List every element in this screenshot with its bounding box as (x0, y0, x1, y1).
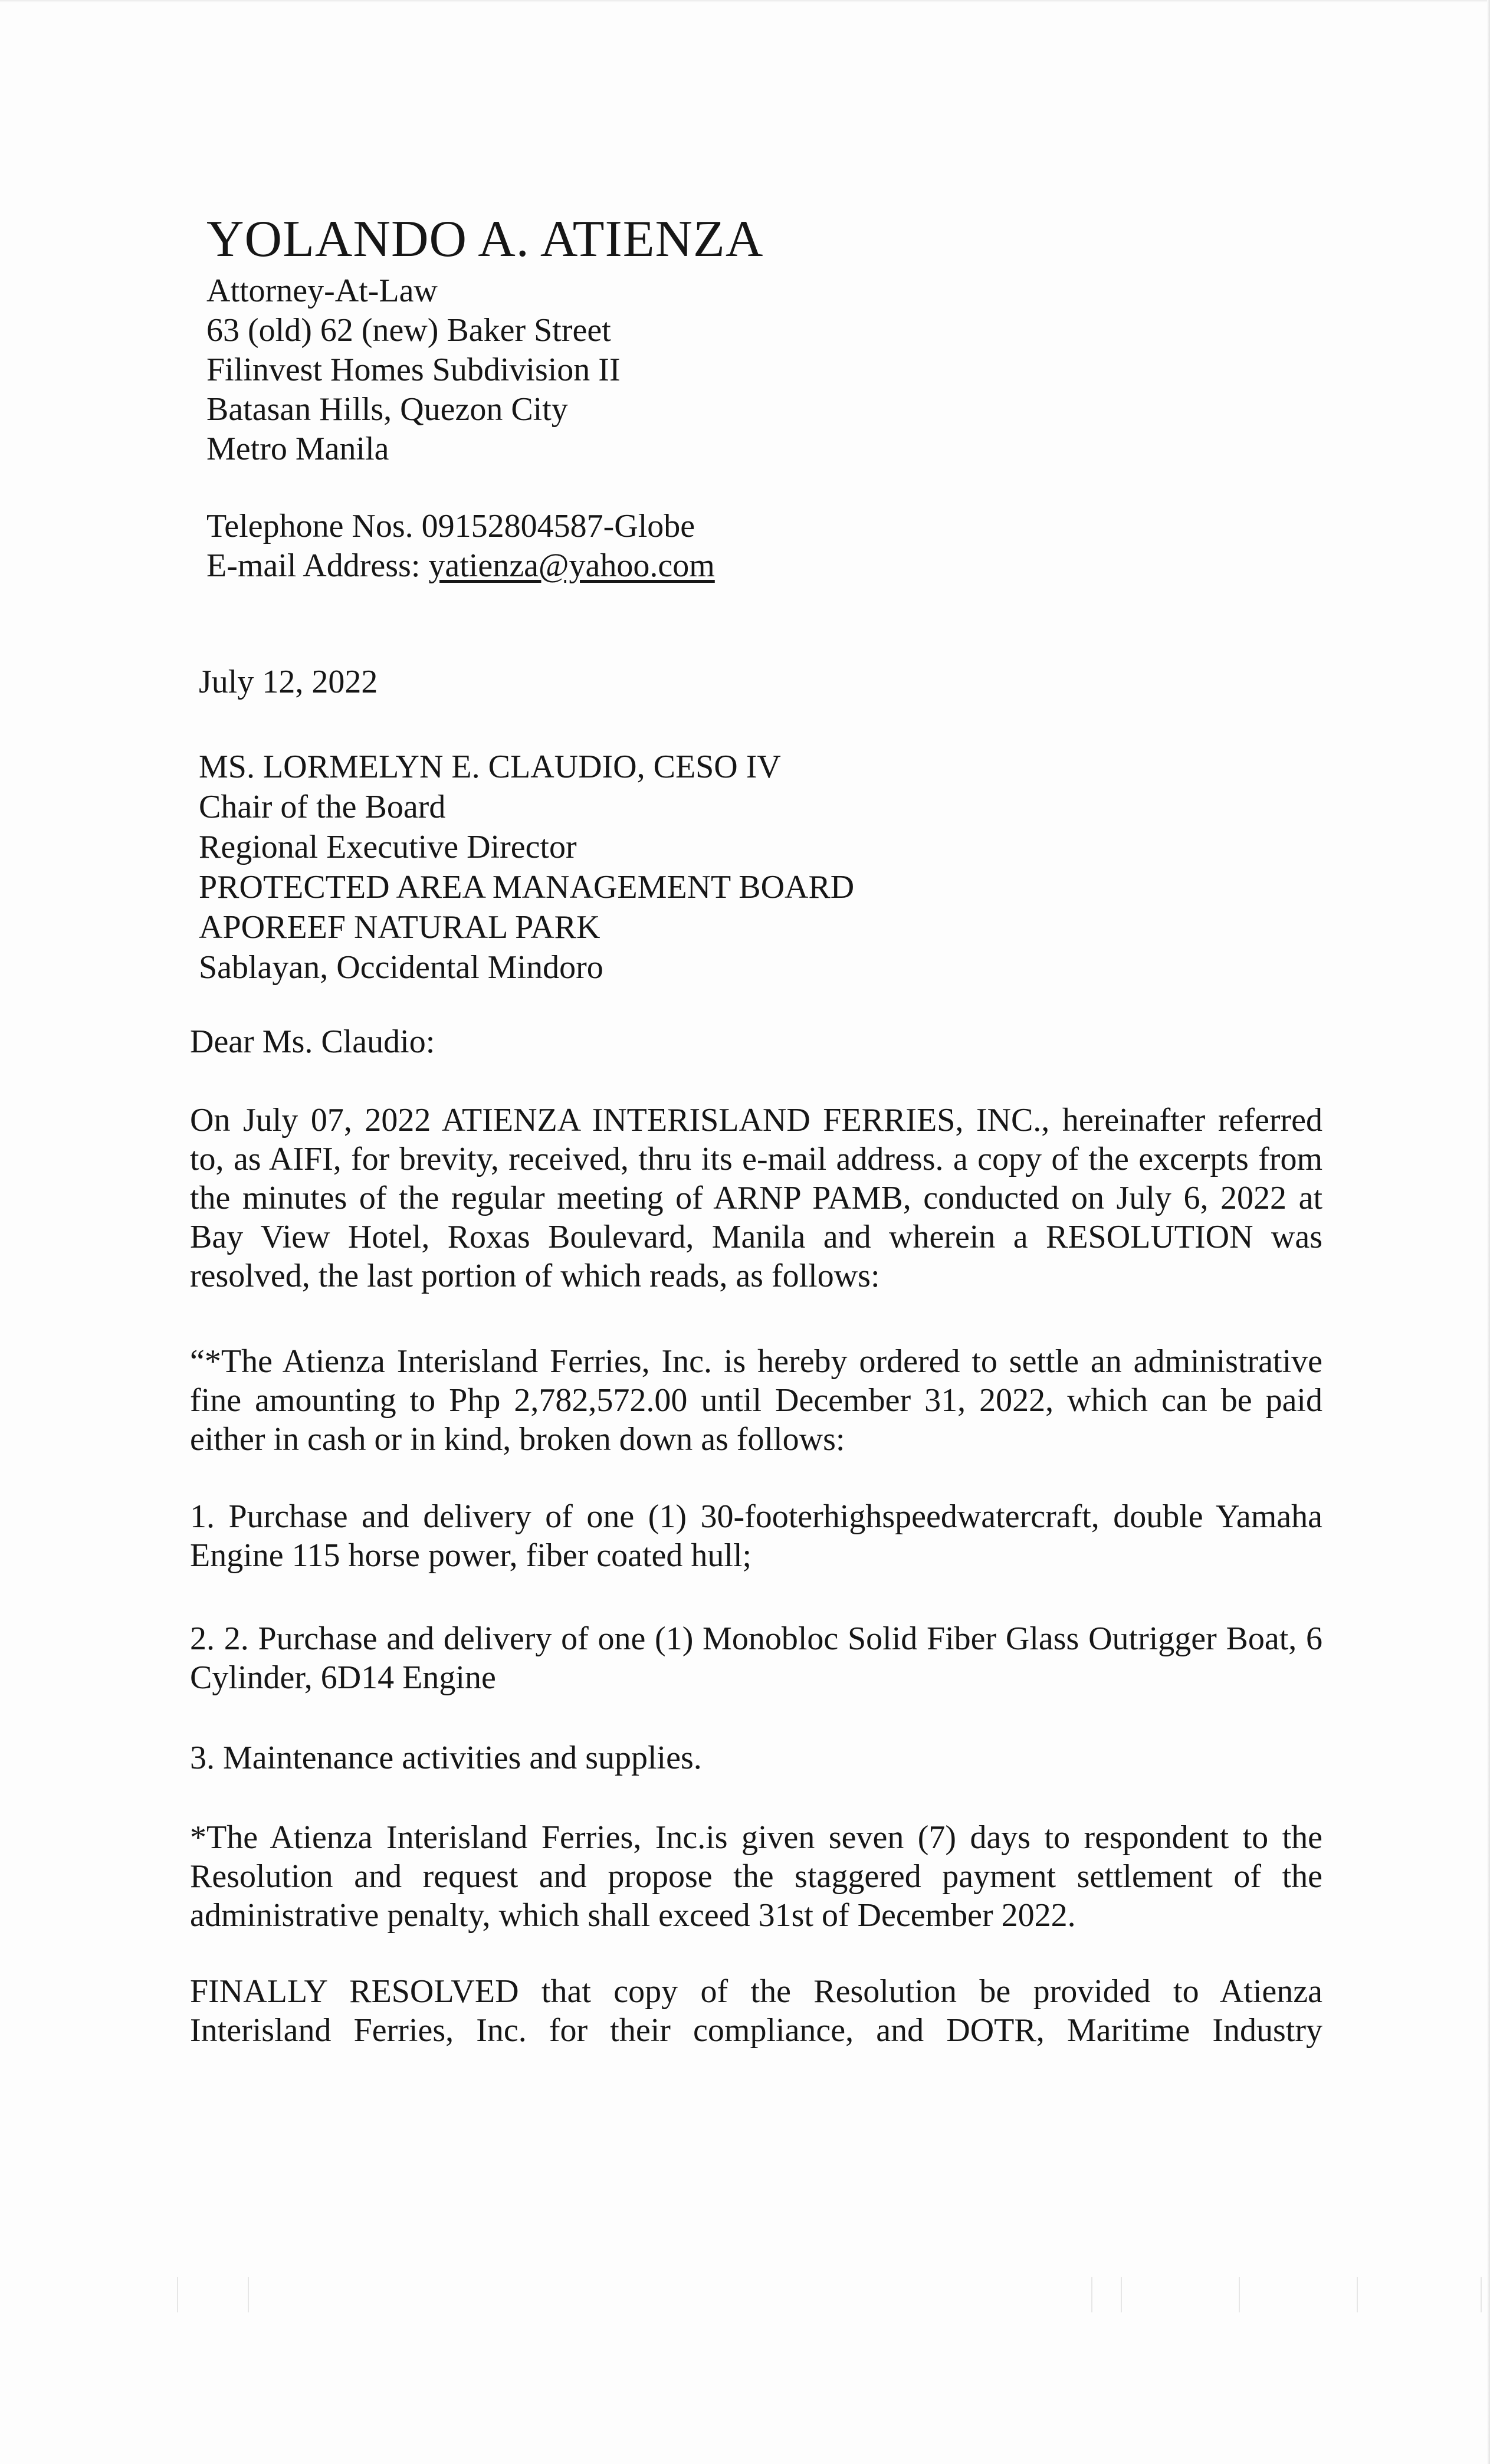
paragraph-resolution-quote (190, 1342, 1322, 1459)
paragraph-intro (190, 1101, 1322, 1295)
telephone-number: 09152804587-Globe (421, 508, 695, 544)
paragraph-resolution-quote-text: “*The Atienza Interisland Ferries, Inc. is hereby ordered to settle an administrative fine amounting to Php 2,782,572.00 until December 31, 2022, which can be paid either in cash or in kind, broken down as follows: (190, 1343, 1322, 1458)
attorney-title: Attorney-At-Law (206, 273, 438, 309)
list-item (190, 1619, 1322, 1697)
address-line-4: Metro Manila (206, 431, 389, 467)
paragraph-deadline-text: *The Atienza Interisland Ferries, Inc.is given seven (7) days to respondent to the Resolution and request and propose the staggered payment settlement of the administrative penalty, which shall exceed 31st of December 2022. (190, 1819, 1322, 1934)
recipient-park: APOREEF NATURAL PARK (199, 909, 600, 946)
paragraph-deadline (190, 1818, 1322, 1935)
email-label: E-mail Address: (206, 547, 421, 584)
list-item-2: 2. 2. Purchase and delivery of one (1) Monobloc Solid Fiber Glass Outrigger Boat, 6 Cylinder, 6D14 Engine (190, 1620, 1322, 1696)
address-line-2: Filinvest Homes Subdivision II (206, 352, 621, 388)
salutation: Dear Ms. Claudio: (190, 1023, 435, 1060)
scan-artifacts (177, 2277, 1490, 2312)
telephone-label: Telephone Nos. (206, 508, 413, 544)
scan-edge-right (1487, 0, 1490, 2464)
salutation-block (190, 1022, 1322, 1061)
list-item (190, 1497, 1322, 1575)
letterhead (206, 208, 1032, 586)
recipient-name: MS. LORMELYN E. CLAUDIO, CESO IV (199, 749, 781, 785)
recipient-office: PROTECTED AREA MANAGEMENT BOARD (199, 869, 855, 905)
attorney-name: YOLANDO A. ATIENZA (206, 211, 764, 268)
recipient-block (199, 747, 1143, 987)
recipient-position-2: Regional Executive Director (199, 829, 577, 865)
telephone-line (206, 507, 1032, 546)
paragraph-finally-resolved-text: FINALLY RESOLVED that copy of the Resolution be provided to Atienza Interisland Ferries, Inc. for their compliance, and DOTR, Maritime Industry (190, 1973, 1322, 2049)
recipient-position-1: Chair of the Board (199, 789, 446, 825)
address-line-3: Batasan Hills, Quezon City (206, 391, 568, 428)
paragraph-finally-resolved (190, 1972, 1322, 2050)
scan-edge-top (0, 0, 1490, 2)
email-line (206, 546, 1032, 586)
address-line-1: 63 (old) 62 (new) Baker Street (206, 312, 611, 349)
email-link[interactable]: yatienza@yahoo.com (428, 547, 715, 584)
list-item-1: 1. Purchase and delivery of one (1) 30-footerhighspeedwatercraft, double Yamaha Engine 115 horse power, fiber coated hull; (190, 1498, 1322, 1574)
recipient-location: Sablayan, Occidental Mindoro (199, 949, 603, 986)
paragraph-intro-text: On July 07, 2022 ATIENZA INTERISLAND FERRIES, INC., hereinafter referred to, as AIFI, for brevity, received, thru its e-mail address. a copy of the excerpts from the minutes of the regular meeting of ARNP PAMB, conducted on July 6, 2022 at Bay View Hotel, Roxas Boulevard, Manila and wherein a RESOLUTION was resolved, the last portion of which reads, as follows: (190, 1102, 1322, 1294)
letter-date: July 12, 2022 (199, 664, 378, 700)
list-item (190, 1738, 1322, 1777)
list-item-3: 3. Maintenance activities and supplies. (190, 1740, 702, 1776)
